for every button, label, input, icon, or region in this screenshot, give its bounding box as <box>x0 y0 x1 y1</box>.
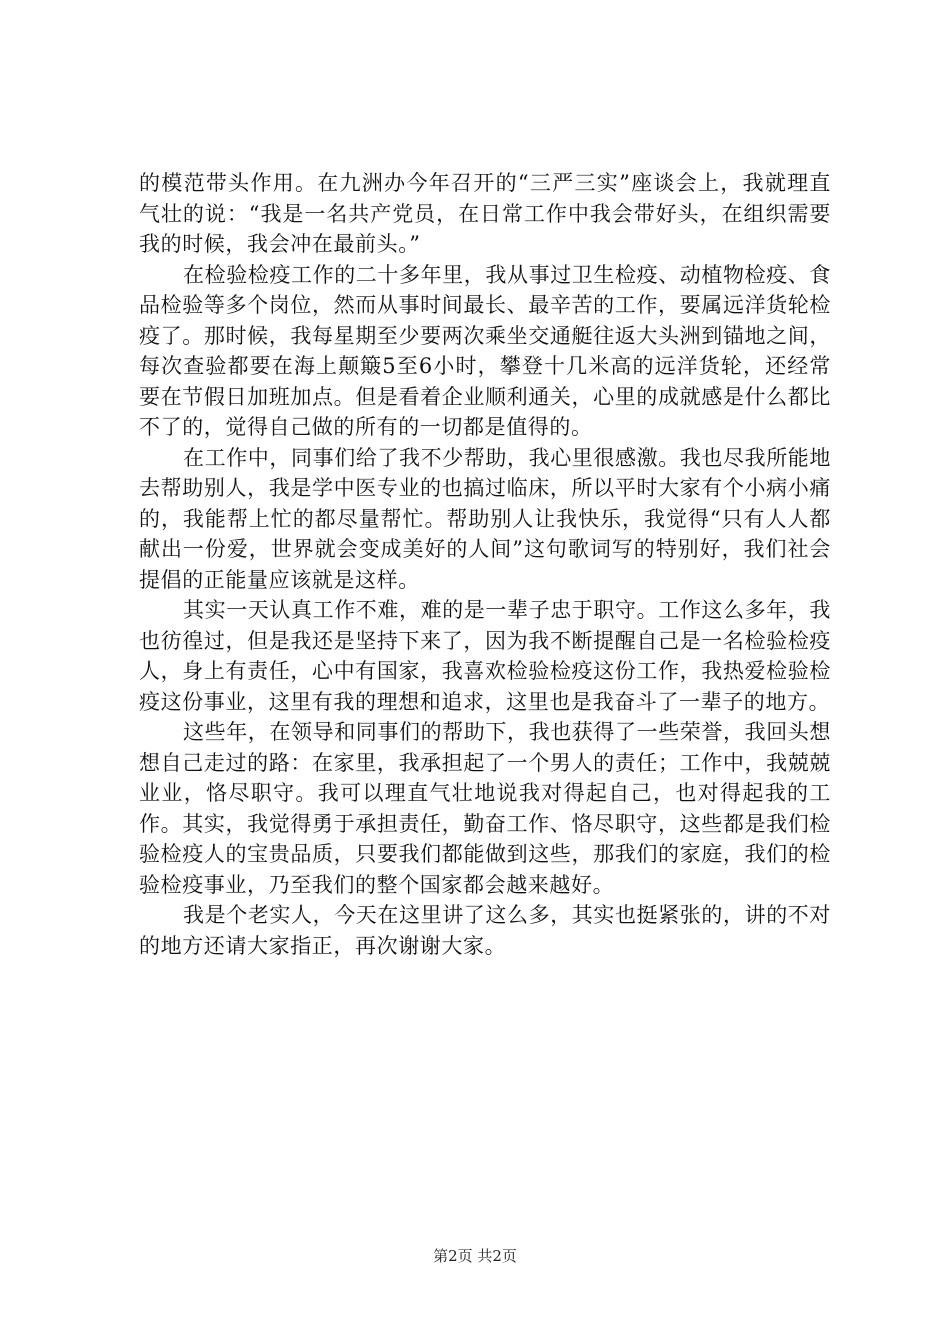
paragraph-6: 我是个老实人，今天在这里讲了这么多，其实也挺紧张的，讲的不对的地方还请大家指正，再次谢谢大家。 <box>139 903 831 958</box>
paragraph-3: 在工作中，同事们给了我不少帮助，我心里很感激。我也尽我所能地去帮助别人，我是学中医专业的也搞过临床，所以平时大家有个小病小痛的，我能帮上忙的都尽量帮忙。帮助别人让我快乐，我觉得“只有人人都献出一份爱，世界就会变成美好的人间”这句歌词写的特别好，我们社会提倡的正能量应该就是这样。 <box>139 445 831 592</box>
paragraph-5: 这些年，在领导和同事们的帮助下，我也获得了一些荣誉，我回头想想自己走过的路：在家里，我承担起了一个男人的责任；工作中，我兢兢业业，恪尽职守。我可以理直气壮地说我对得起自己，也对得起我的工作。其实，我觉得勇于承担责任，勤奋工作、恪尽职守，这些都是我们检验检疫人的宝贵品质，只要我们都能做到这些，那我们的家庭，我们的检验检疫事业，乃至我们的整个国家都会越来越好。 <box>139 720 831 897</box>
paragraph-2: 在检验检疫工作的二十多年里，我从事过卫生检疫、动植物检疫、食品检验等多个岗位，然而从事时间最长、最辛苦的工作，要属远洋货轮检疫了。那时候，我每星期至少要两次乘坐交通艇往返大头洲到锚地之间，每次查验都要在海上颠簸5至6小时，攀登十几米高的远洋货轮，还经常要在节假日加班加点。但是看着企业顺利通关，心里的成就感是什么都比不了的，觉得自己做的所有的一切都是值得的。 <box>139 262 831 439</box>
page-number-footer: 第2页 共2页 <box>433 1247 517 1265</box>
document-body <box>139 168 831 961</box>
paragraph-1: 的模范带头作用。在九洲办今年召开的“三严三实”座谈会上，我就理直气壮的说：“我是一名共产党员，在日常工作中我会带好头，在组织需要我的时候，我会冲在最前头。” <box>139 171 831 256</box>
paragraph-4: 其实一天认真工作不难，难的是一辈子忠于职守。工作这么多年，我也彷徨过，但是我还是坚持下来了，因为我不断提醒自己是一名检验检疫人，身上有责任，心中有国家，我喜欢检验检疫这份工作，我热爱检验检疫这份事业，这里有我的理想和追求，这里也是我奋斗了一辈子的地方。 <box>139 598 831 714</box>
